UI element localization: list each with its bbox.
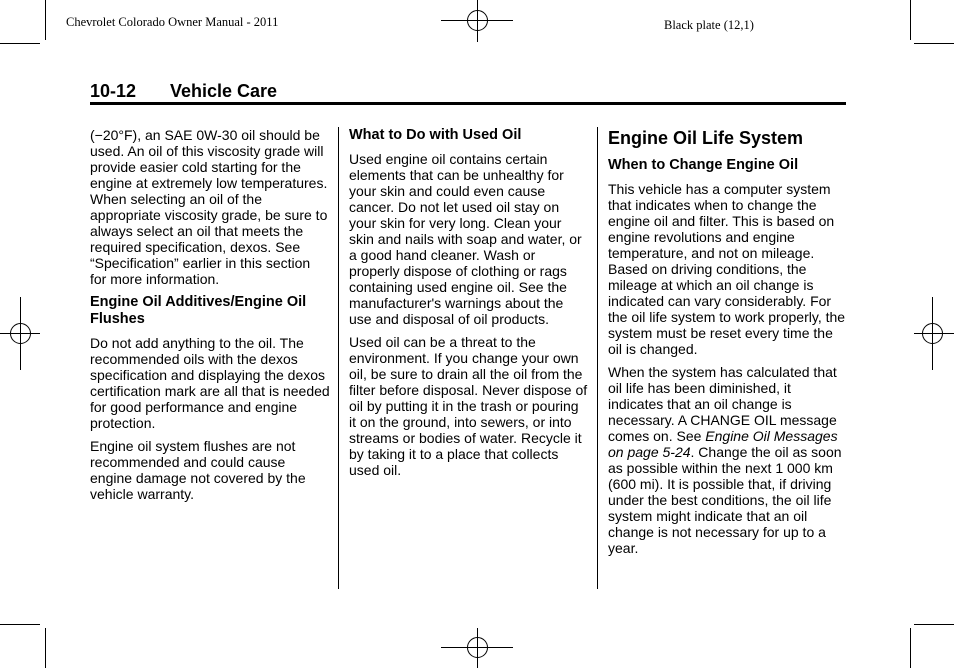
change-oil-message-paragraph: [608, 364, 848, 556]
flushes-paragraph: Engine oil system flushes are not recommended and could cause engine damage not covered by the vehicle warranty.: [90, 438, 306, 502]
change-oil-text-after: . Change the oil as soon as possible within the next 1 000 km (600 mi). It is possible that, if driving under the best conditions, the oil life system might indicate that an oil change is not necessary for up to a year.: [608, 444, 842, 556]
oil-messages-reference-link[interactable]: Engine Oil Messages on page 5-24: [608, 428, 838, 460]
column-divider-1: [338, 127, 339, 589]
column-right: [608, 127, 848, 563]
column-middle: [349, 127, 589, 485]
plate-info: Black plate (12,1): [664, 18, 754, 32]
oil-viscosity-paragraph: (−20°F), an SAE 0W-30 oil should be used. An oil of this viscosity grade will provide easier cold starting for the engine at extremely low temperatures. When selecting an oil of the appropriate viscosity grade, be sure to always select an oil that meets the required specification, dexos. See “Specification” earlier in this section for more information.: [90, 127, 328, 287]
registration-target-top: [441, 0, 513, 42]
header-rule: [90, 102, 846, 105]
change-oil-text-before: When the system has calculated that oil life has been diminished, it indicates that an oil change is necessary. A CHANGE OIL message comes on. See: [608, 364, 837, 444]
oil-life-computer-paragraph: This vehicle has a computer system that indicates when to change the engine oil and filter. This is based on engine revolutions and engine temperature, and not on mileage. Based on driving conditions, the mileage at which an oil change is indicated can vary considerably. For the oil life system to work properly, the system must be reset every time the oil is changed.: [608, 181, 846, 357]
used-oil-health-paragraph: Used engine oil contains certain elements that can be unhealthy for your skin and could even cause cancer. Do not let used oil stay on your skin for very long. Clean your skin and nails with soap and water, or a good hand cleaner. Wash or properly dispose of clothing or rags containing used engine oil. See the manufacturer's warnings about the use and disposal of oil products.: [349, 151, 582, 327]
additives-heading: Engine Oil Additives/Engine Oil Flushes: [90, 294, 307, 327]
when-to-change-heading: When to Change Engine Oil: [608, 157, 799, 173]
used-oil-environment-paragraph: Used oil can be a threat to the environment. If you change your own oil, be sure to drain all the oil from the filter before disposal. Never dispose of oil by putting it in the trash or pouring it on the ground, into sewers, or into streams or bodies of water. Recycle it by taking it to a place that collects used oil.: [349, 334, 588, 478]
additives-paragraph: Do not add anything to the oil. The recommended oils with the dexos specification and displaying the dexos certification mark are all that is needed for good performance and engine protection.: [90, 335, 330, 431]
column-left: [90, 127, 330, 509]
used-oil-heading: What to Do with Used Oil: [349, 127, 522, 143]
column-divider-2: [597, 127, 598, 589]
document-title: Chevrolet Colorado Owner Manual - 2011: [66, 15, 279, 29]
section-header: [90, 81, 846, 102]
page-number: 10-12: [90, 81, 137, 101]
registration-target-left: [0, 297, 40, 370]
oil-life-system-heading: Engine Oil Life System: [608, 128, 804, 148]
registration-target-right: [914, 297, 954, 370]
section-title: Vehicle Care: [170, 81, 278, 101]
registration-target-bottom: [441, 628, 513, 668]
